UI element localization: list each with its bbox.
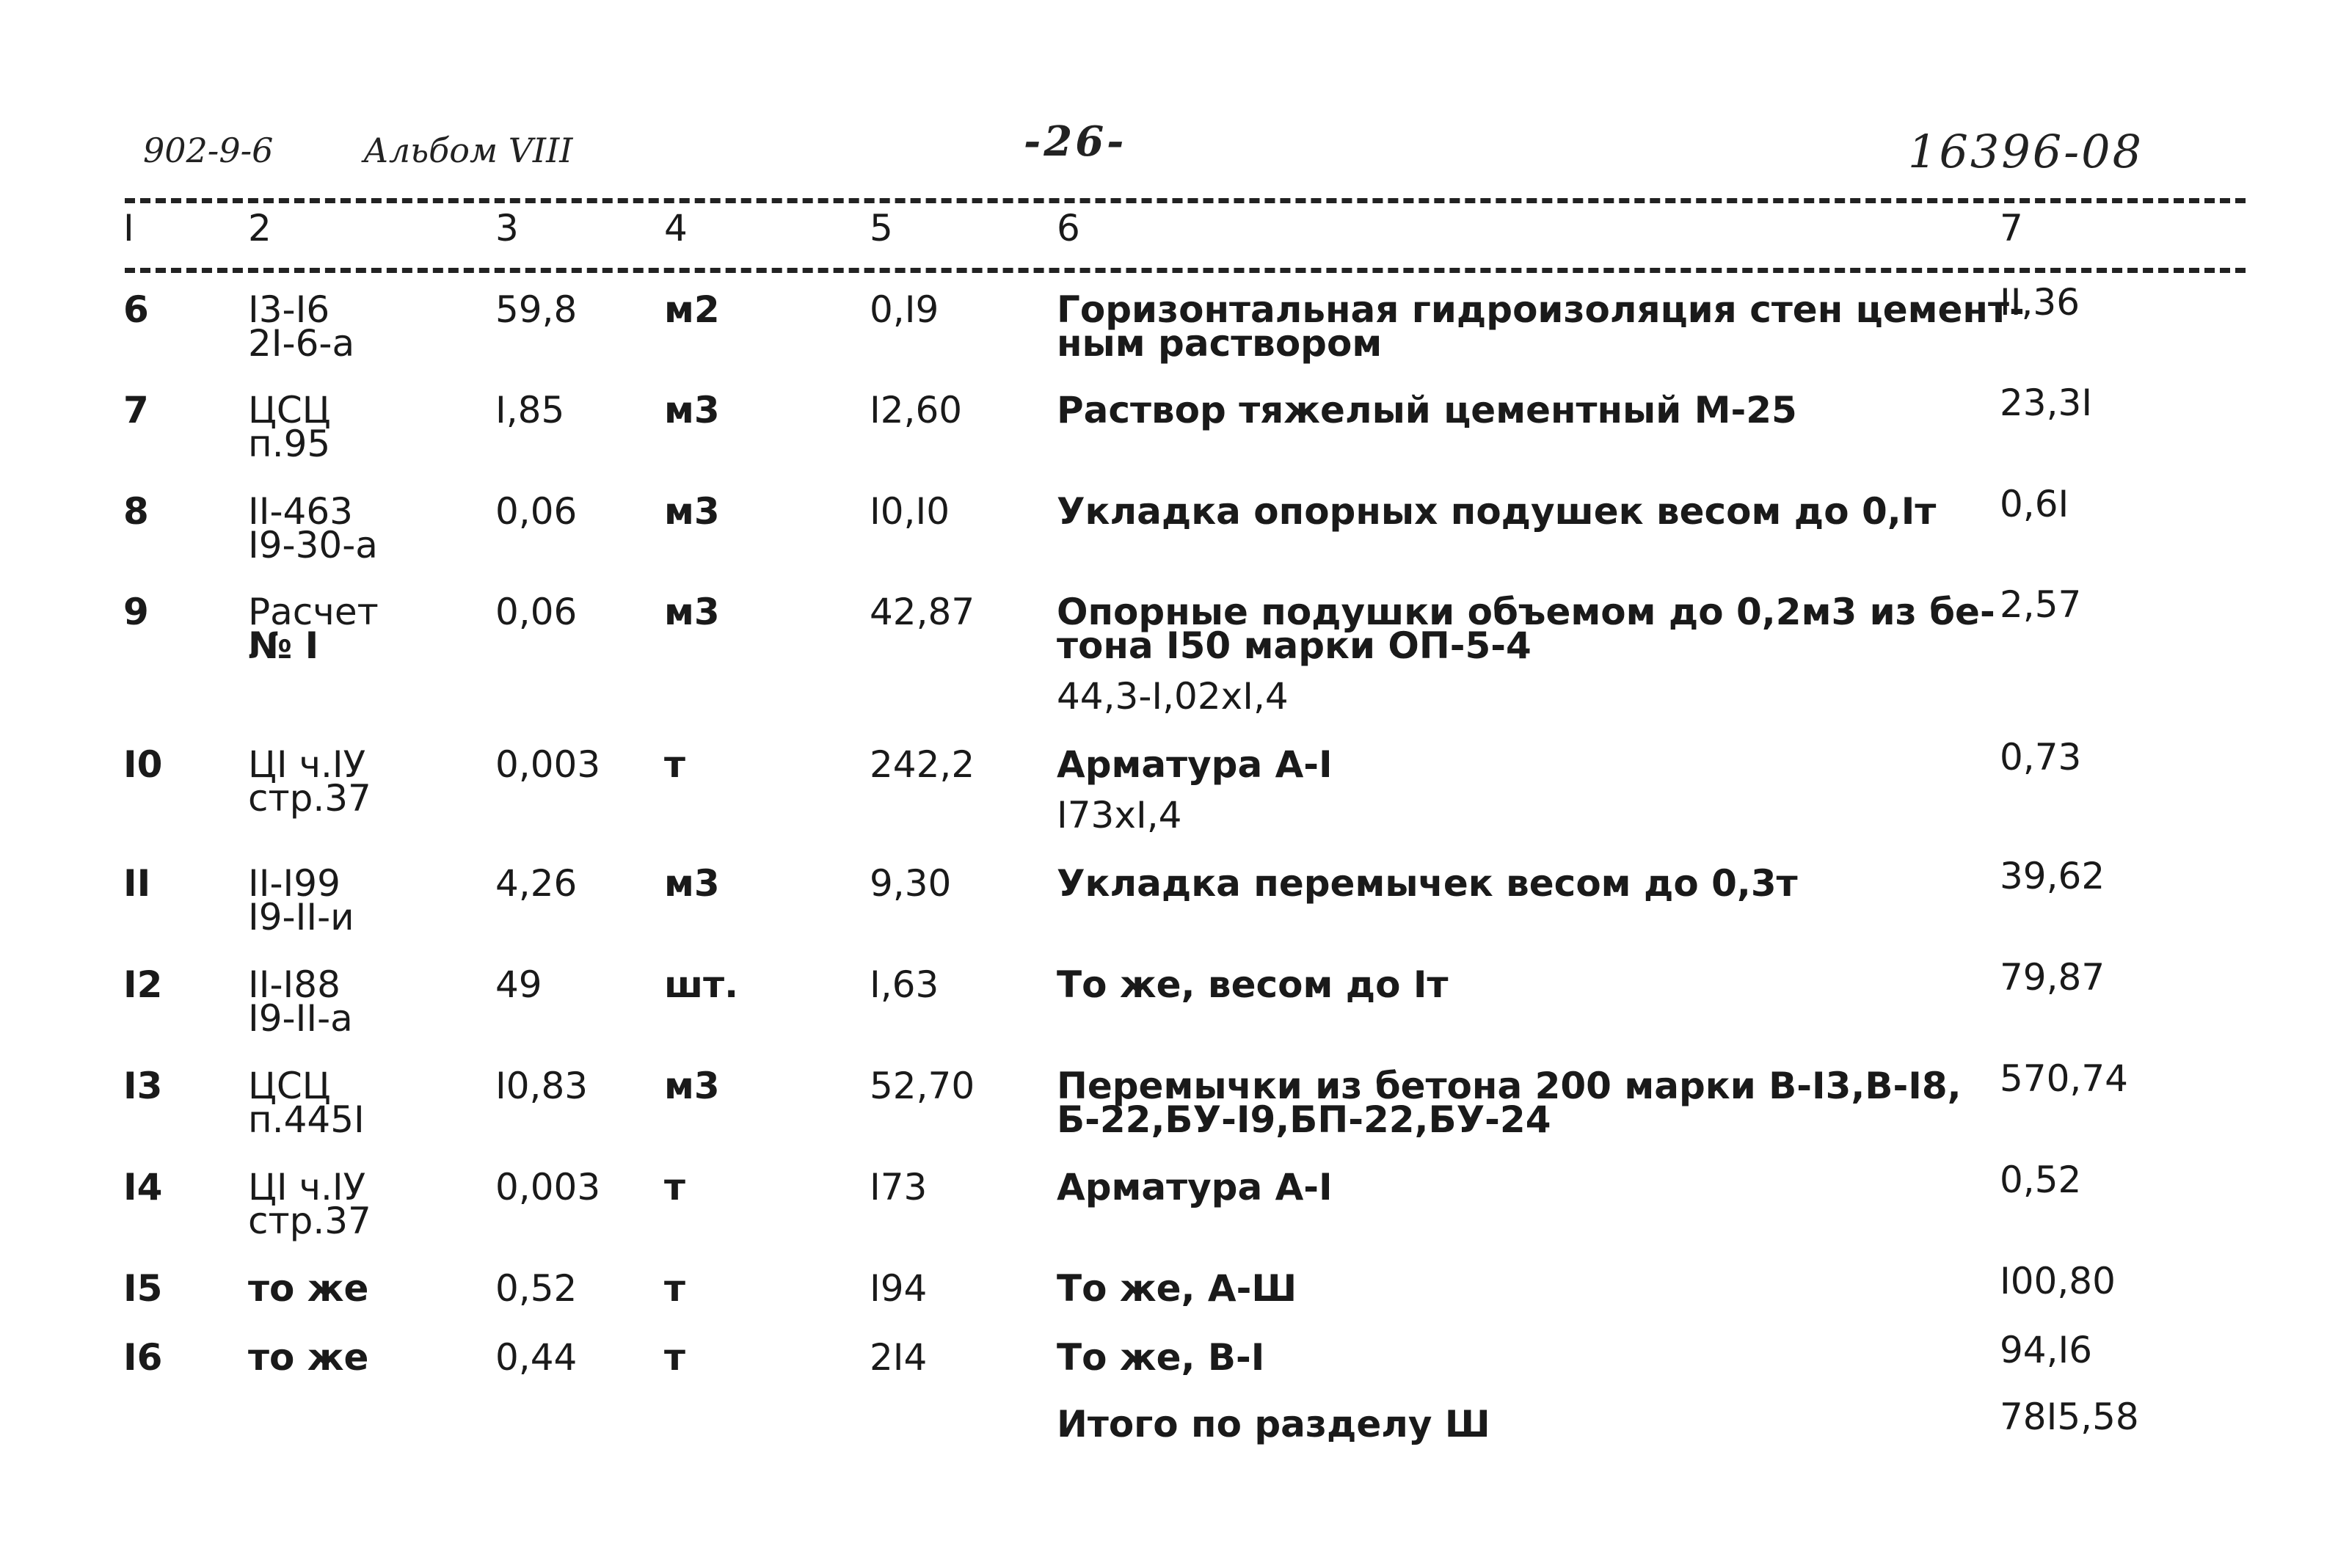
row-code: I9-II-а <box>248 997 353 1040</box>
row-price: I0,I0 <box>870 490 950 533</box>
row-number: 8 <box>123 490 149 533</box>
row-unit: м3 <box>664 591 720 633</box>
row-unit: т <box>664 1267 685 1310</box>
row-total: 2,57 <box>2000 583 2082 626</box>
row-description: То же, В-I <box>1057 1336 1265 1379</box>
row-price: 2I4 <box>870 1336 928 1379</box>
row-code: то же <box>248 1267 369 1310</box>
row-price: 9,30 <box>870 862 952 905</box>
row-description: Опорные подушки объемом до 0,2м3 из бе- <box>1057 591 1995 633</box>
row-description: То же, А-Ш <box>1057 1267 1297 1310</box>
row-unit: т <box>664 1336 685 1379</box>
row-total: 94,I6 <box>2000 1329 2093 1371</box>
row-total: 23,3I <box>2000 382 2093 424</box>
row-number: I5 <box>123 1267 163 1310</box>
summary-total: 78I5,58 <box>2000 1396 2139 1438</box>
row-number: 6 <box>123 288 149 331</box>
row-quantity: 0,06 <box>495 591 578 633</box>
row-description: Укладка опорных подушек весом до 0,Iт <box>1057 490 1937 533</box>
row-price: 242,2 <box>870 743 975 786</box>
row-code: п.445I <box>248 1098 365 1141</box>
row-price: I73 <box>870 1166 928 1208</box>
column-header-5: 5 <box>870 207 893 249</box>
summary-label: Итого по разделу Ш <box>1057 1403 1490 1445</box>
row-price: 52,70 <box>870 1065 975 1107</box>
row-quantity: 0,003 <box>495 743 601 786</box>
row-description: Б-22,БУ-I9,БП-22,БУ-24 <box>1057 1098 1551 1141</box>
row-price: 0,I9 <box>870 288 939 331</box>
row-total: 79,87 <box>2000 956 2105 999</box>
row-quantity: I,85 <box>495 389 565 431</box>
row-code: п.95 <box>248 423 331 465</box>
row-code: II-463 <box>248 490 353 533</box>
row-price: I94 <box>870 1267 928 1310</box>
doc-number: 902-9-6 <box>143 131 274 170</box>
row-code: I3-I6 <box>248 288 330 331</box>
row-total: 0,6I <box>2000 483 2069 525</box>
page-number: -26- <box>1024 117 1127 166</box>
row-quantity: 0,44 <box>495 1336 578 1379</box>
row-unit: шт. <box>664 963 739 1006</box>
row-description: ным раствором <box>1057 322 1383 365</box>
row-quantity: 0,52 <box>495 1267 578 1310</box>
top-dashed-rule <box>125 198 2246 203</box>
row-code: стр.37 <box>248 777 371 820</box>
row-description: Арматура А-I <box>1057 1166 1333 1208</box>
row-unit: м3 <box>664 490 720 533</box>
row-code: II-I88 <box>248 963 340 1006</box>
row-number: I0 <box>123 743 163 786</box>
row-number: 9 <box>123 591 149 633</box>
row-description: тона I50 марки ОП-5-4 <box>1057 624 1532 667</box>
row-code: 2I-6-а <box>248 322 355 365</box>
row-quantity: 59,8 <box>495 288 578 331</box>
album-label: Альбом VIII <box>363 131 573 170</box>
row-number: 7 <box>123 389 149 431</box>
row-number: I4 <box>123 1166 163 1208</box>
row-calculation: 44,3-I,02xI,4 <box>1057 675 1289 718</box>
row-code: I9-II-и <box>248 896 354 938</box>
doc-code: 16396-08 <box>1908 125 2144 178</box>
row-total: 0,52 <box>2000 1159 2082 1201</box>
row-price: 42,87 <box>870 591 975 633</box>
row-description: Арматура А-I <box>1057 743 1333 786</box>
column-header-1: I <box>123 207 134 249</box>
column-header-4: 4 <box>664 207 688 249</box>
row-quantity: 0,06 <box>495 490 578 533</box>
row-code: ЦI ч.IУ <box>248 743 366 786</box>
row-description: Горизонтальная гидроизоляция стен цемент- <box>1057 288 2025 331</box>
row-code: ЦСЦ <box>248 389 331 431</box>
row-total: 39,62 <box>2000 855 2105 897</box>
row-unit: м3 <box>664 862 720 905</box>
row-description: Раствор тяжелый цементный М-25 <box>1057 389 1797 431</box>
header-dashed-rule <box>125 268 2246 273</box>
row-unit: т <box>664 743 685 786</box>
row-description: То же, весом до Iт <box>1057 963 1449 1006</box>
column-header-2: 2 <box>248 207 272 249</box>
row-total: II,36 <box>2000 281 2080 324</box>
row-number: I2 <box>123 963 163 1006</box>
row-calculation: I73xI,4 <box>1057 794 1182 836</box>
row-code: то же <box>248 1336 369 1379</box>
row-number: I3 <box>123 1065 163 1107</box>
row-total: 570,74 <box>2000 1057 2128 1100</box>
row-code: ЦI ч.IУ <box>248 1166 366 1208</box>
row-unit: м3 <box>664 389 720 431</box>
row-number: I6 <box>123 1336 163 1379</box>
row-unit: т <box>664 1166 685 1208</box>
row-quantity: 4,26 <box>495 862 578 905</box>
row-code: II-I99 <box>248 862 340 905</box>
row-unit: м3 <box>664 1065 720 1107</box>
row-description: Укладка перемычек весом до 0,3т <box>1057 862 1798 905</box>
row-total: 0,73 <box>2000 736 2082 778</box>
row-description: Перемычки из бетона 200 марки В-I3,В-I8, <box>1057 1065 1962 1107</box>
column-header-7: 7 <box>2000 207 2023 249</box>
row-code: № I <box>248 624 319 667</box>
row-quantity: I0,83 <box>495 1065 589 1107</box>
row-number: II <box>123 862 151 905</box>
row-code: I9-30-а <box>248 524 378 566</box>
row-quantity: 0,003 <box>495 1166 601 1208</box>
row-code: стр.37 <box>248 1200 371 1242</box>
row-code: ЦСЦ <box>248 1065 331 1107</box>
column-header-6: 6 <box>1057 207 1080 249</box>
row-total: I00,80 <box>2000 1260 2116 1302</box>
column-header-3: 3 <box>495 207 519 249</box>
row-price: I,63 <box>870 963 939 1006</box>
row-code: Расчет <box>248 591 379 633</box>
row-quantity: 49 <box>495 963 542 1006</box>
row-price: I2,60 <box>870 389 963 431</box>
row-unit: м2 <box>664 288 720 331</box>
